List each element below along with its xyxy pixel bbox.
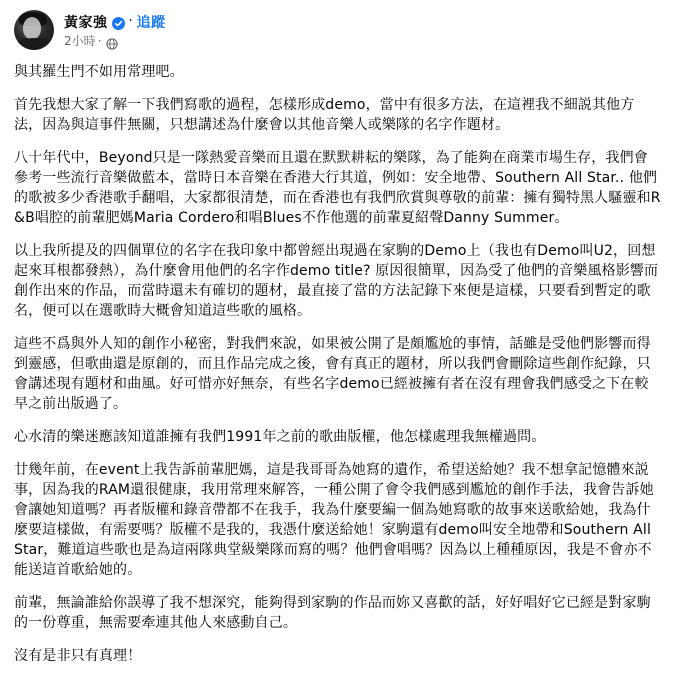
post-paragraph: 沒有是非只有真理！: [14, 648, 142, 664]
verified-badge-icon: [112, 15, 125, 28]
post-paragraph: 前輩，無論誰給你誤導了我不想深究，能夠得到家駒的作品而妳又喜歡的話，好好唱好它已經是對家駒的一份尊重，無需要牽連其他人來感動自己。: [14, 595, 651, 631]
post-paragraph: 以上我所提及的四個單位的名字在我印象中都曾經出現過在家駒的Demo上（我也有Demo叫U2，回想起來耳根都發熱），為什麼會用他們的名字作demo title? 原因很簡單，因為受了他們的音樂風格影響而創作出來的作品，而當時還未有確切的題材，最直接了當的方法記錄下來便是這樣，只要看到暫定的歌名，便可以在選歌時大概會知道這些歌的風格。: [14, 243, 659, 319]
avatar-face: [23, 17, 41, 39]
post-paragraph: 與其羅生門不如用常理吧。: [14, 64, 184, 80]
timestamp-separator: ·: [97, 33, 102, 48]
post-paragraph: 這些不爲與外人知的創作小秘密，對我們來說，如果被公開了是頗尷尬的事情，話雖是受他們影響而得到靈感，但歌曲還是原創的，而且作品完成之後，會有真正的題材，所以我們會刪除這些創作紀錄，只會講述現有題材和曲風。好可惜亦好無奈，有些名字demo已經被擁有者在沒有理會我們感受之下在較早之前出版過了。: [14, 336, 651, 412]
author-name[interactable]: 黃家強: [64, 14, 108, 31]
post-meta: [64, 12, 166, 49]
author-avatar[interactable]: [14, 10, 54, 50]
post-paragraph: 廿幾年前，在event上我告訴前輩肥媽，這是我哥哥為她寫的遺作，希望送給她？我不想拿記憶體來説事，因為我的RAM還很健康，我用常理來解答，一種公開了會令我們感到尷尬的創作手法，我會告訴她會讓她知道嗎？再者版權和錄音帶都不在我手，我為什麼要編一個為她寫歌的故事來送歌給她，我為什麼要這樣做，有需要嗎？版權不是我的，我憑什麼送給她！家駒還有demo叫安全地帶和Southern All Star，難道這些歌也是為這兩隊典堂級樂隊而寫的嗎？他們會唱嗎？因為以上種種原因，我是不會亦不能送這首歌給她的。: [14, 462, 654, 578]
avatar-shoulder: [14, 38, 54, 50]
name-separator: ·: [128, 14, 133, 29]
post-paragraph: 心水清的樂迷應該知道誰擁有我們1991年之前的歌曲版權，他怎樣處理我無權過問。: [14, 429, 546, 445]
post-timestamp[interactable]: 2小時: [64, 34, 96, 48]
author-row: [64, 12, 166, 32]
post-header: [14, 8, 166, 52]
globe-icon[interactable]: [106, 35, 118, 47]
post-paragraph: 首先我想大家了解一下我們寫歌的過程，怎樣形成demo，當中有很多方法，在這裡我不細説其他方法，因為與這事件無關，只想講述為什麼會以其他音樂人或樂隊的名字作題材。: [14, 97, 635, 133]
post-paragraph: 八十年代中，Beyond只是一隊熱愛音樂而且還在默默耕耘的樂隊，為了能夠在商業市場生存，我們會參考一些流行音樂做藍本，當時日本音樂在香港大行其道，例如：安全地帶、Southern All Star.. 他們的歌被多少香港歌手翻唱，大家都很清楚，而在香港也有我們欣賞與尊敬的前輩：擁有獨特黑人騷靈和R&B唱腔的前輩肥媽Maria Cordero和唱Blues不作他選的前輩夏紹聲Danny Summer。: [14, 150, 661, 226]
timestamp-row: [64, 33, 166, 49]
post-body: [14, 62, 662, 679]
follow-button[interactable]: 追蹤: [136, 14, 166, 31]
